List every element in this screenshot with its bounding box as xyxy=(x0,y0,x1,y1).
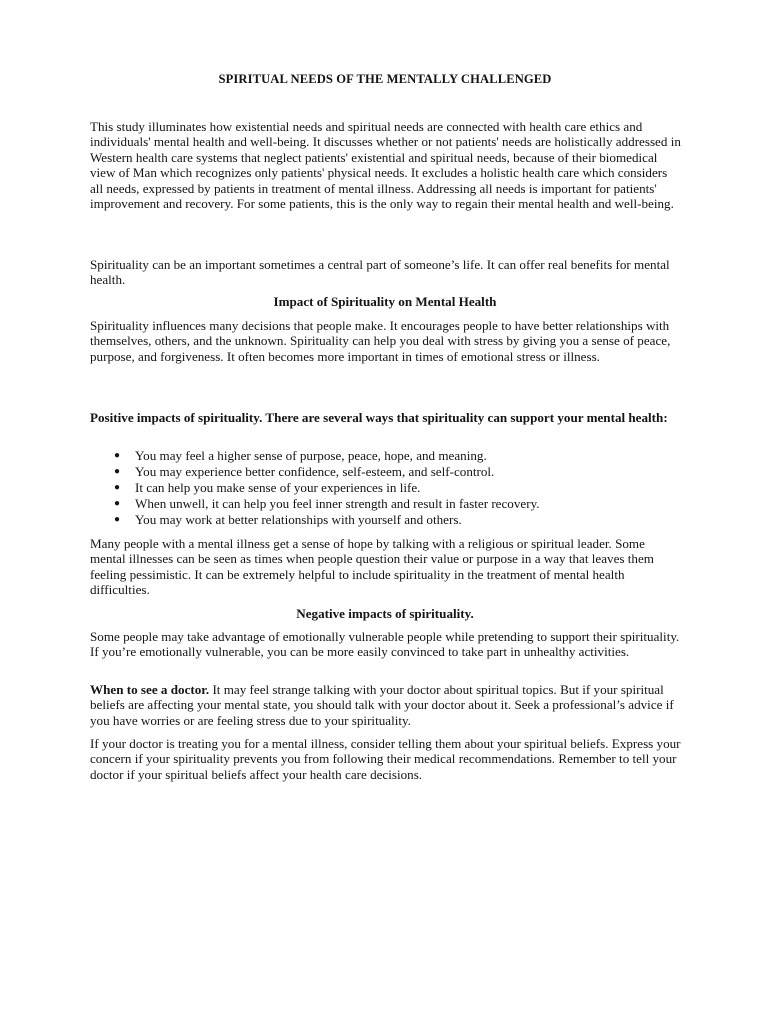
doctor-text: It may feel strange talking with your doctor about spiritual topics. But if your spiritual beliefs are affecting your mental state, you should talk with your doctor about it. Seek a professional’s advice if you have worries or are feeling stress due to your spirituality. xyxy=(90,682,674,728)
negative-heading: Negative impacts of spirituality. xyxy=(296,606,474,621)
bullet-icon: ● xyxy=(114,482,121,493)
impact-heading: Impact of Spirituality on Mental Health xyxy=(273,294,497,309)
bullet-icon: ● xyxy=(114,466,121,477)
list-item-text: You may experience better confidence, self-esteem, and self-control. xyxy=(135,464,495,479)
doctor-lead: When to see a doctor. xyxy=(90,682,210,697)
list-item-text: You may work at better relationships with yourself and others. xyxy=(135,512,462,527)
treating-paragraph: If your doctor is treating you for a mental illness, consider telling them about your spiritual beliefs. Express your concern if your spirituality prevents you from following their medical recommendations. Remember to tell your doctor if your spiritual beliefs affect your health care decisions. xyxy=(90,736,681,782)
hope-paragraph: Many people with a mental illness get a sense of hope by talking with a religious or spiritual leader. Some mental illnesses can be seen as times when people question their value or purpose in a way that leaves them feeling pessimistic. It can be extremely helpful to include spirituality in the treatment of mental health difficulties. xyxy=(90,536,654,598)
positive-heading: Positive impacts of spirituality. There are several ways that spirituality can support your mental health: xyxy=(90,410,668,425)
negative-paragraph: Some people may take advantage of emotionally vulnerable people while pretending to support their spirituality. If you’re emotionally vulnerable, you can be more easily convinced to take part in unhealthy activities. xyxy=(90,629,680,660)
bullet-icon: ● xyxy=(114,450,121,461)
bullet-icon: ● xyxy=(114,514,121,525)
bullet-icon: ● xyxy=(114,498,121,509)
doctor-paragraph xyxy=(90,682,682,728)
list-item xyxy=(90,464,680,480)
list-item xyxy=(90,480,680,496)
list-item-text: When unwell, it can help you feel inner strength and result in faster recovery. xyxy=(135,496,540,511)
intro-paragraph: This study illuminates how existential needs and spiritual needs are connected with health care ethics and individuals' mental health and well-being. It discusses whether or not patients' needs are holistically addressed in Western health care systems that neglect patients' existential and spiritual needs, because of their biomedical view of Man which recognizes only patients' physical needs. It excludes a holistic health care which considers all needs, expressed by patients in treatment of mental illness. Addressing all needs is important for patients' improvement and recovery. For some patients, this is the only way to regain their mental health and well-being. xyxy=(90,119,681,212)
list-item xyxy=(90,496,680,512)
list-item xyxy=(90,448,680,464)
list-item xyxy=(90,512,680,528)
list-item-text: You may feel a higher sense of purpose, peace, hope, and meaning. xyxy=(135,448,487,463)
list-item-text: It can help you make sense of your experiences in life. xyxy=(135,480,421,495)
spirituality-paragraph: Spirituality can be an important sometimes a central part of someone’s life. It can offer real benefits for mental health. xyxy=(90,257,670,288)
document-title: SPIRITUAL NEEDS OF THE MENTALLY CHALLENGED xyxy=(218,72,552,86)
impact-paragraph: Spirituality influences many decisions that people make. It encourages people to have better relationships with themselves, others, and the unknown. Spirituality can help you deal with stress by giving you a sense of peace, purpose, and forgiveness. It often becomes more important in times of emotional stress or illness. xyxy=(90,318,671,364)
positive-bullet-list xyxy=(90,448,680,528)
